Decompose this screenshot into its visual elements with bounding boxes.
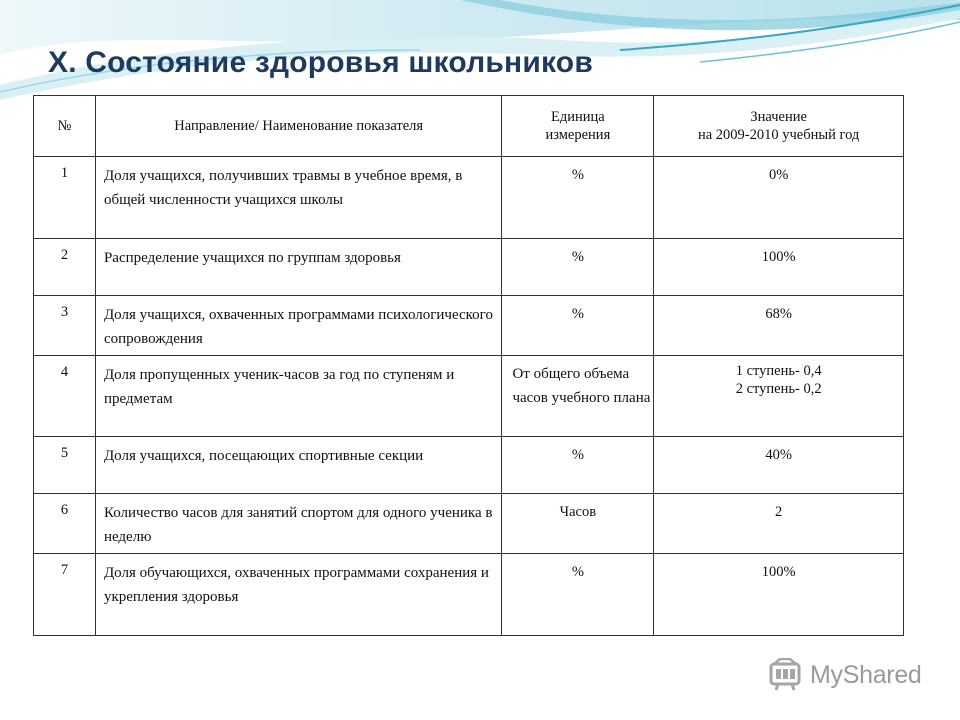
row-unit: % — [502, 157, 654, 239]
table-row — [34, 494, 904, 554]
row-value: 40% — [654, 437, 904, 494]
row-number: 3 — [34, 296, 96, 356]
myshared-logo-text: MyShared — [810, 660, 922, 689]
row-unit: % — [502, 554, 654, 636]
row-unit: % — [502, 239, 654, 296]
row-indicator-name: Доля обучающихся, охваченных программами сохранения и укрепления здоровья — [95, 554, 502, 636]
header-value — [654, 96, 904, 157]
row-value-line2: 2 ступень- 0,2 — [735, 381, 822, 397]
header-value-line1: Значение — [750, 109, 807, 125]
row-number: 5 — [34, 437, 96, 494]
row-indicator-name: Доля учащихся, получивших травмы в учебное время, в общей численности учащихся школы — [95, 157, 502, 239]
row-unit: От общего объема часов учебного плана — [502, 356, 654, 437]
header-number: № — [34, 96, 96, 157]
row-value: 100% — [654, 239, 904, 296]
row-indicator-name: Доля учащихся, посещающих спортивные секции — [95, 437, 502, 494]
table-row — [34, 157, 904, 239]
row-indicator-name: Количество часов для занятий спортом для одного ученика в неделю — [95, 494, 502, 554]
row-number: 6 — [34, 494, 96, 554]
header-value-line2: на 2009-2010 учебный год — [697, 127, 860, 143]
header-unit — [502, 96, 654, 157]
row-value-line1: 1 ступень- 0,4 — [735, 363, 822, 379]
table-row — [34, 296, 904, 356]
row-number: 7 — [34, 554, 96, 636]
myshared-watermark — [768, 655, 928, 695]
row-indicator-name: Доля учащихся, охваченных программами психологического сопровождения — [95, 296, 502, 356]
row-number: 4 — [34, 356, 96, 437]
row-unit: Часов — [502, 494, 654, 554]
header-unit-line1: Единица — [551, 109, 605, 125]
row-value: 2 — [654, 494, 904, 554]
health-indicators-table — [33, 95, 904, 636]
row-value: 68% — [654, 296, 904, 356]
header-indicator-name: Направление/ Наименование показателя — [95, 96, 502, 157]
row-indicator-name: Доля пропущенных ученик-часов за год по ступеням и предметам — [95, 356, 502, 437]
row-indicator-name: Распределение учащихся по группам здоровья — [95, 239, 502, 296]
row-value — [654, 356, 904, 437]
table-header-row — [34, 96, 904, 157]
table-row — [34, 356, 904, 437]
header-unit-line2: измерения — [545, 127, 611, 143]
table-row — [34, 437, 904, 494]
row-value: 0% — [654, 157, 904, 239]
myshared-logo-icon — [768, 658, 804, 692]
row-number: 1 — [34, 157, 96, 239]
row-unit: % — [502, 296, 654, 356]
row-value: 100% — [654, 554, 904, 636]
row-unit: % — [502, 437, 654, 494]
table-row — [34, 554, 904, 636]
table-row — [34, 239, 904, 296]
slide-title: X. Состояние здоровья школьников — [48, 46, 593, 79]
row-number: 2 — [34, 239, 96, 296]
